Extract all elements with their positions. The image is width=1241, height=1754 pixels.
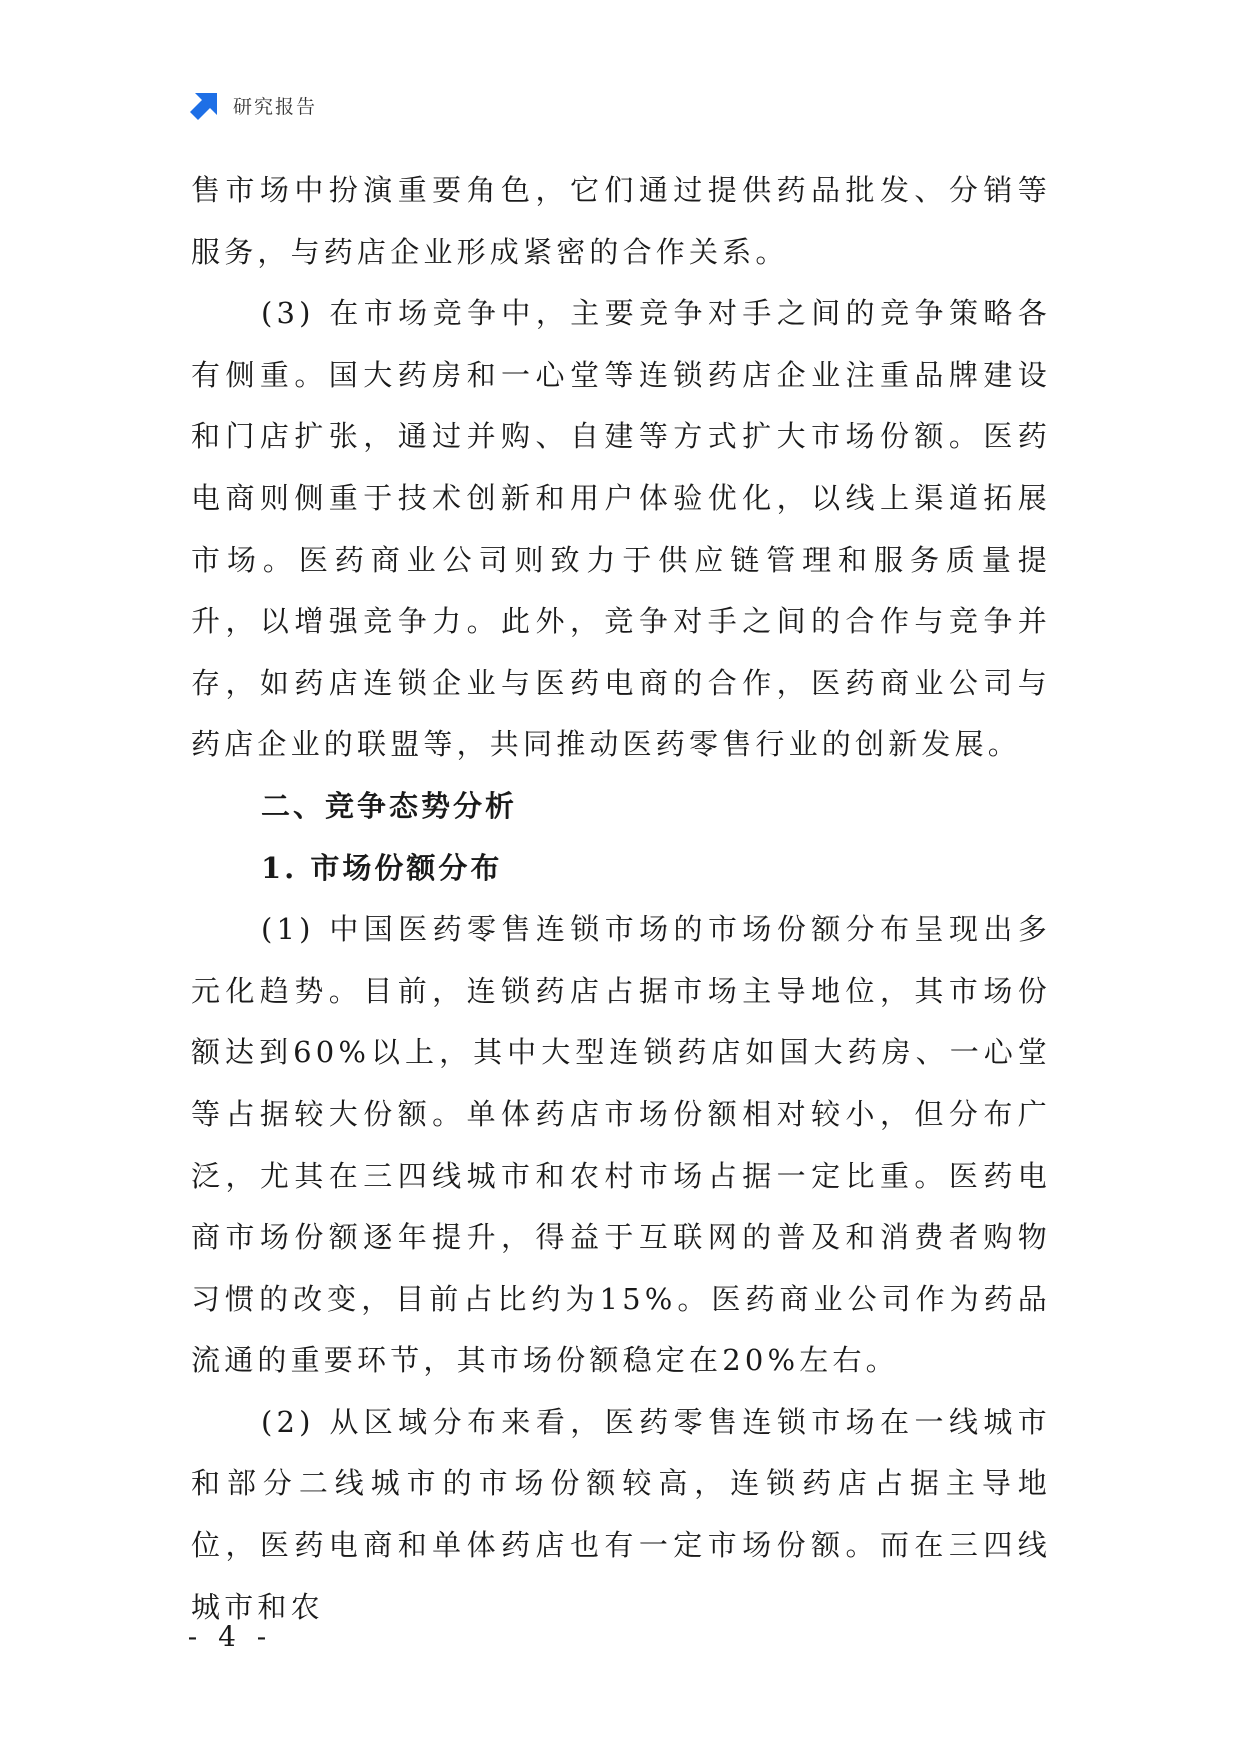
document-body — [191, 160, 1051, 1638]
paragraph-competition-strategy: (3) 在市场竞争中，主要竞争对手之间的竞争策略各有侧重。国大药房和一心堂等连锁药店企业注重品牌建设和门店扩张，通过并购、自建等方式扩大市场份额。医药电商则侧重于技术创新和用户体验优化，以线上渠道拓展市场。医药商业公司则致力于供应链管理和服务质量提升，以增强竞争力。此外，竞争对手之间的合作与竞争并存，如药店连锁企业与医药电商的合作，医药商业公司与药店企业的联盟等，共同推动医药零售行业的创新发展。 — [191, 296, 1051, 762]
arrow-up-right-logo-icon — [189, 89, 221, 121]
header-title: 研究报告 — [233, 95, 318, 118]
paragraph-continuation: 售市场中扮演重要角色，它们通过提供药品批发、分销等服务，与药店企业形成紧密的合作关系。 — [191, 173, 1051, 269]
section-heading: 二、竞争态势分析 — [261, 788, 518, 823]
paragraph-market-share: (1) 中国医药零售连锁市场的市场份额分布呈现出多元化趋势。目前，连锁药店占据市场主导地位，其市场份额达到60%以上，其中大型连锁药店如国大药房、一心堂等占据较大份额。单体药店市场份额相对较小，但分布广泛，尤其在三四线城市和农村市场占据一定比重。医药电商市场份额逐年提升，得益于互联网的普及和消费者购物习惯的改变，目前占比约为15%。医药商业公司作为药品流通的重要环节，其市场份额稳定在20%左右。 — [191, 912, 1051, 1378]
report-header — [189, 88, 317, 122]
subsection-heading: 1. 市场份额分布 — [261, 850, 503, 885]
page-number: - 4 - — [187, 1620, 273, 1653]
paragraph-regional-distribution: (2) 从区域分布来看，医药零售连锁市场在一线城市和部分二线城市的市场份额较高，连锁药店占据主导地位，医药电商和单体药店也有一定市场份额。而在三四线城市和农 — [191, 1404, 1051, 1624]
